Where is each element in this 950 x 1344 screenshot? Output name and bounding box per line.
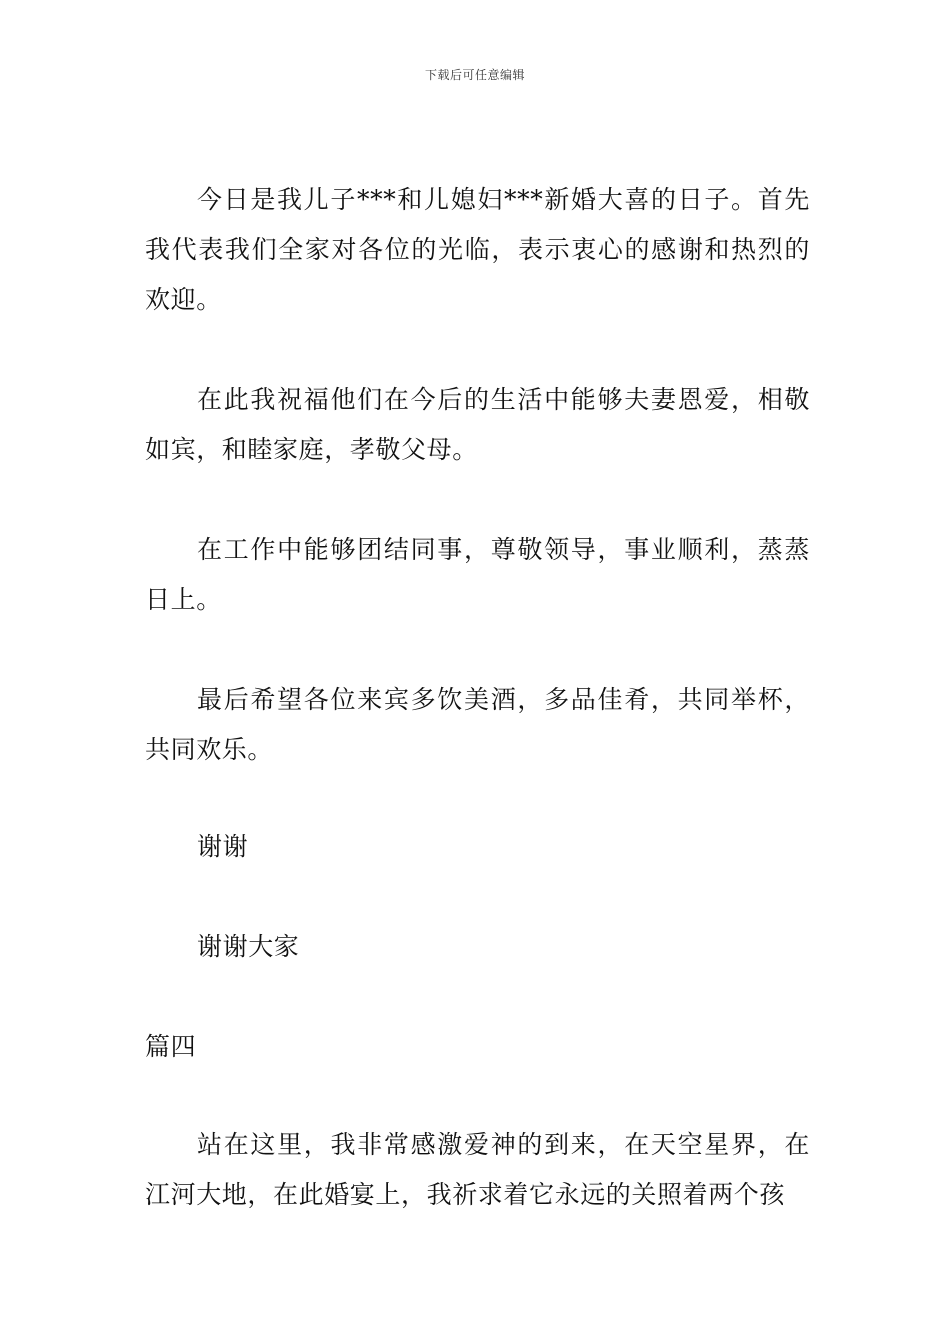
paragraph-opening: 今日是我儿子***和儿媳妇***新婚大喜的日子。首先我代表我们全家对各位的光临，表示衷心的感谢和热烈的欢迎。 (145, 185, 810, 314)
paragraph-toast: 最后希望各位来宾多饮美酒，多品佳肴，共同举杯，共同欢乐。 (145, 685, 810, 764)
paragraph-thanks-all: 谢谢大家 (197, 932, 300, 961)
paragraph-thanks: 谢谢 (197, 832, 249, 861)
paragraph-work: 在工作中能够团结同事，尊敬领导，事业顺利，蒸蒸日上。 (145, 535, 810, 614)
paragraph-section-four: 站在这里，我非常感激爱神的到来，在天空星界，在江河大地，在此婚宴上，我祈求着它永远的关照着两个孩 (145, 1130, 810, 1209)
paragraph-blessing: 在此我祝福他们在今后的生活中能够夫妻恩爱，相敬如宾，和睦家庭，孝敬父母。 (145, 385, 810, 464)
header-note: 下载后可任意编辑 (424, 68, 525, 82)
section-heading: 篇四 (145, 1032, 197, 1061)
